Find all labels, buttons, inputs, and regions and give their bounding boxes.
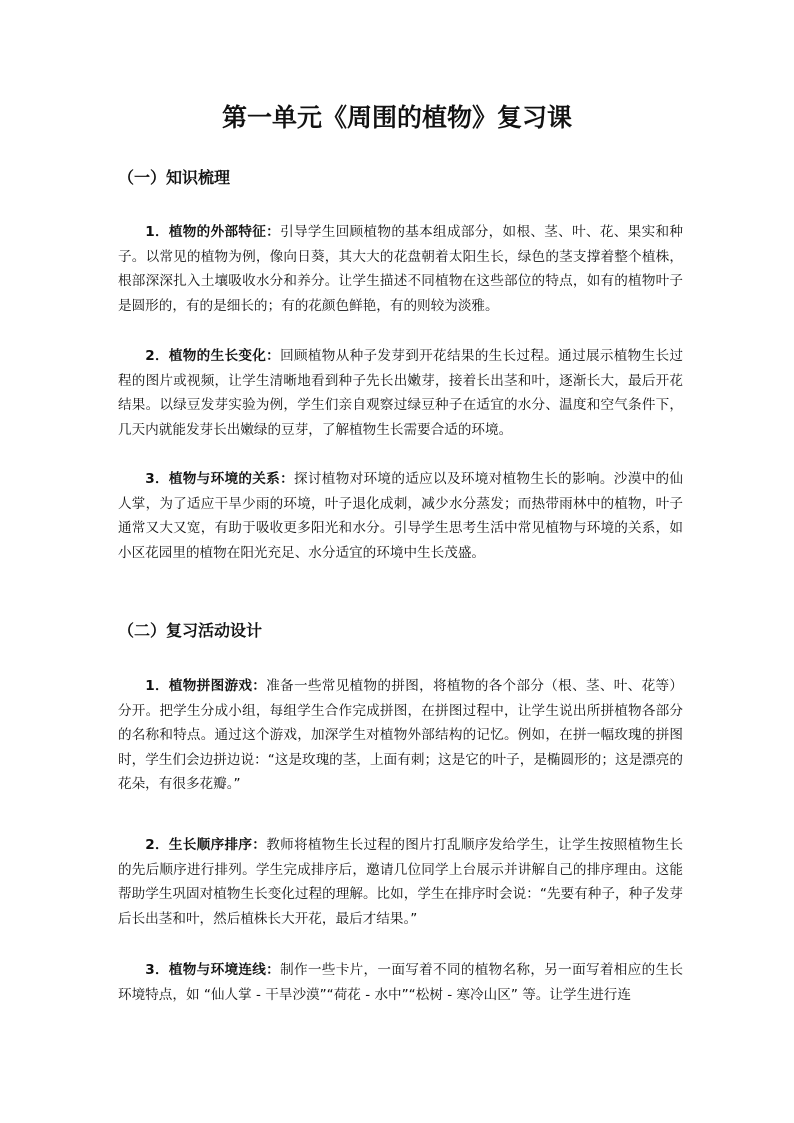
- paragraph-text: 制作一些卡片，一面写着不同的植物名称，另一面写着相应的生长环境特点，如 “仙人掌 - 干旱沙漠”“荷花 - 水中”“松树 - 寒冷山区” 等。让学生进行连: [118, 962, 683, 1003]
- section-heading-activities: （二）复习活动设计: [118, 621, 263, 640]
- paragraph-lead: 3．植物与环境连线：: [145, 962, 281, 978]
- paragraph: [118, 220, 683, 318]
- paragraph-lead: 1．植物的外部特征：: [145, 224, 281, 240]
- section-heading-knowledge: （一）知识梳理: [118, 168, 231, 187]
- document-title: 第一单元《周围的植物》复习课: [221, 103, 572, 132]
- paragraph: [118, 344, 683, 442]
- paragraph-text: 回顾植物从种子发芽到开花结果的生长过程。通过展示植物生长过程的图片或视频，让学生清晰地看到种子先长出嫩芽，接着长出茎和叶，逐渐长大，最后开花结果。以绿豆发芽实验为例，学生们亲自观察过绿豆种子在适宜的水分、温度和空气条件下，几天内就能发芽长出嫩绿的豆芽，了解植物生长需要合适的环境。: [118, 348, 683, 438]
- paragraph-text: 探讨植物对环境的适应以及环境对植物生长的影响。沙漠中的仙人掌，为了适应干旱少雨的环境，叶子退化成刺，减少水分蒸发；而热带雨林中的植物，叶子通常又大又宽，有助于吸收更多阳光和水分。引导学生思考生活中常见植物与环境的关系，如小区花园里的植物在阳光充足、水分适宜的环境中生长茂盛。: [118, 471, 683, 561]
- paragraph: [118, 467, 683, 565]
- paragraph-lead: 1．植物拼图游戏：: [145, 678, 267, 694]
- paragraph-lead: 3．植物与环境的关系：: [145, 471, 294, 487]
- paragraph-text: 引导学生回顾植物的基本组成部分，如根、茎、叶、花、果实和种子。以常见的植物为例，像向日葵，其大大的花盘朝着太阳生长，绿色的茎支撑着整个植株，根部深深扎入土壤吸收水分和养分。让学生描述不同植物在这些部位的特点，如有的植物叶子是圆形的，有的是细长的；有的花颜色鲜艳，有的则较为淡雅。: [118, 224, 683, 314]
- paragraph: [118, 958, 683, 1007]
- paragraph-lead: 2．植物的生长变化：: [145, 348, 281, 364]
- paragraph-text: 准备一些常见植物的拼图，将植物的各个部分（根、茎、叶、花等）分开。把学生分成小组，每组学生合作完成拼图，在拼图过程中，让学生说出所拼植物各部分的名称和特点。通过这个游戏，加深学生对植物外部结构的记忆。例如，在拼一幅玫瑰的拼图时，学生们会边拼边说：“这是玫瑰的茎，上面有刺；这是它的叶子，是椭圆形的；这是漂亮的花朵，有很多花瓣。”: [118, 678, 683, 792]
- paragraph: [118, 833, 683, 931]
- paragraph-lead: 2．生长顺序排序：: [145, 837, 267, 853]
- paragraph: [118, 674, 683, 797]
- paragraph-text: 教师将植物生长过程的图片打乱顺序发给学生，让学生按照植物生长的先后顺序进行排列。学生完成排序后，邀请几位同学上台展示并讲解自己的排序理由。这能帮助学生巩固对植物生长变化过程的理解。比如，学生在排序时会说：“先要有种子，种子发芽后长出茎和叶，然后植株长大开花，最后才结果。”: [118, 837, 683, 927]
